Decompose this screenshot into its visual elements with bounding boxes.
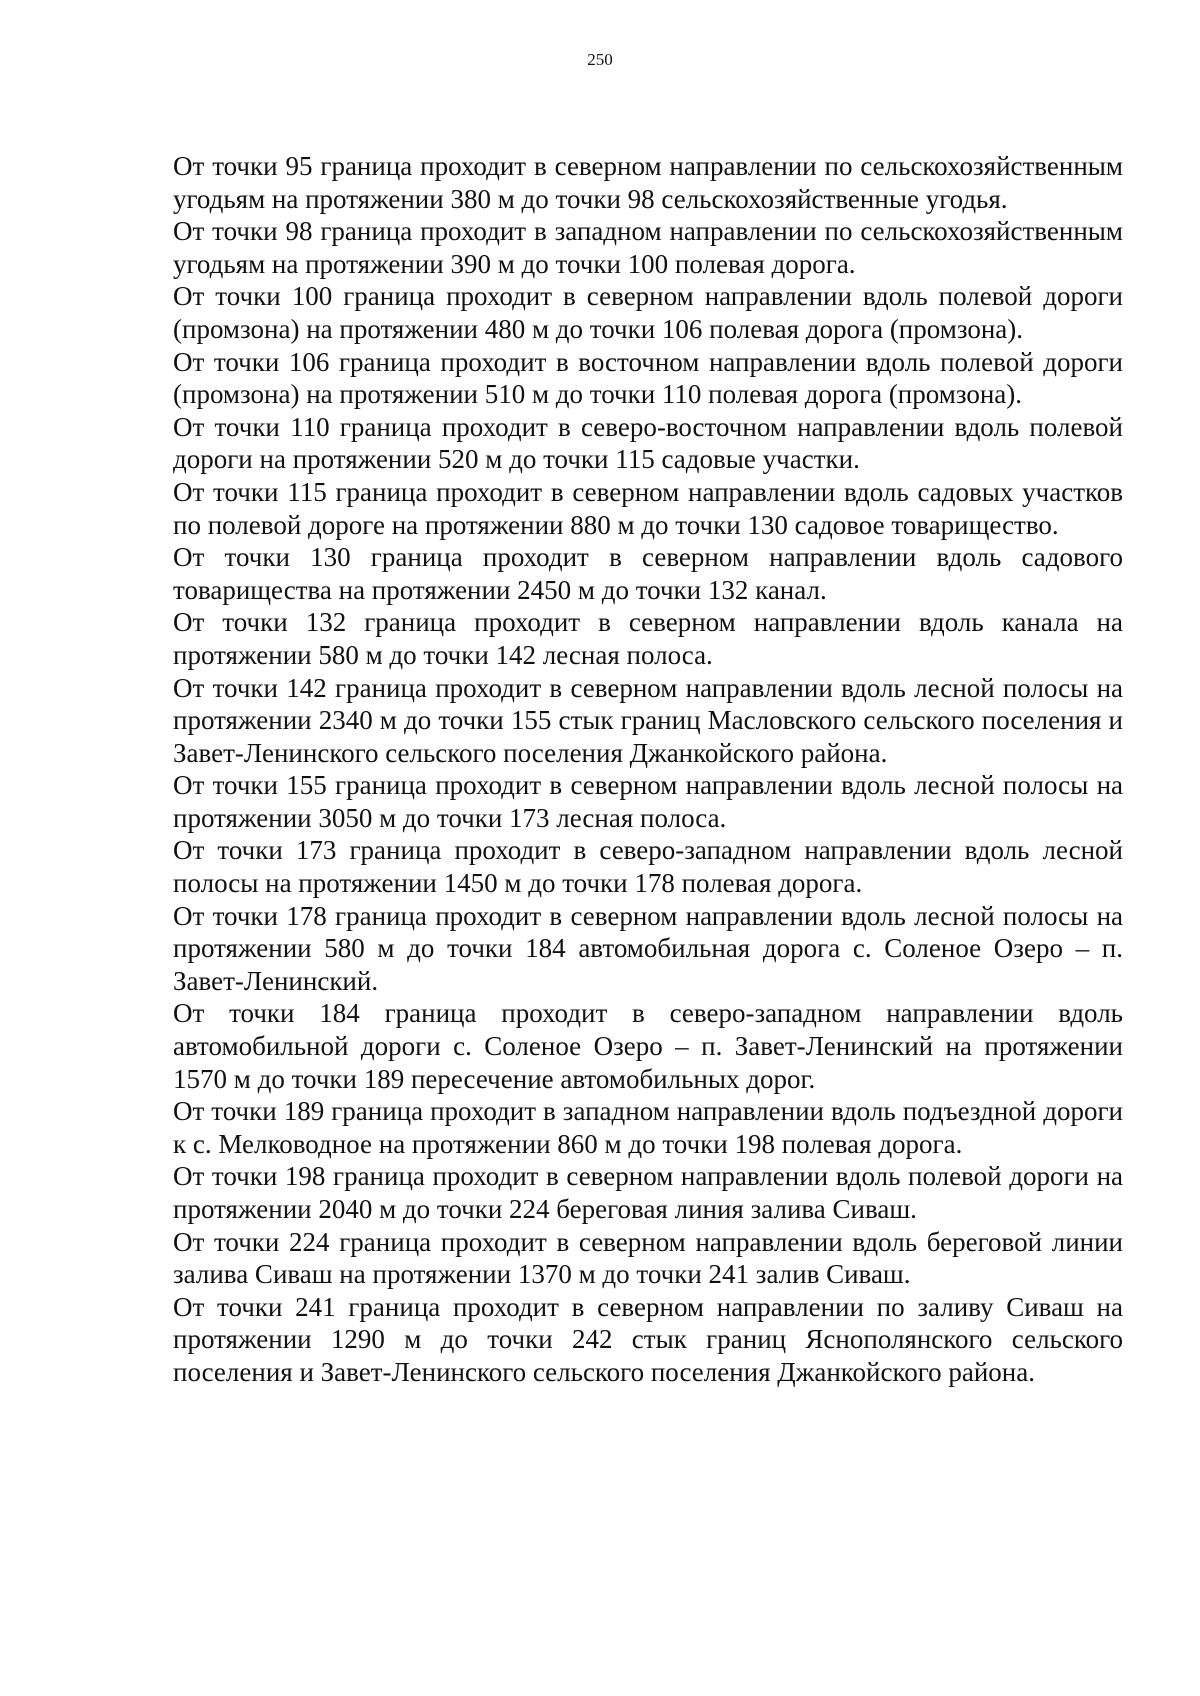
boundary-paragraph: От точки 98 граница проходит в западном направлении по сельскохозяйственным угодьям на протяжении 390 м до точки 100 полевая дорога.: [173, 216, 1123, 279]
boundary-paragraph: От точки 198 граница проходит в северном направлении вдоль полевой дороги на протяжении 2040 м до точки 224 береговая линия залива Сиваш.: [173, 1161, 1123, 1224]
document-body: [173, 150, 1123, 1389]
boundary-paragraph: От точки 132 граница проходит в северном направлении вдоль канала на протяжении 580 м до точки 142 лесная полоса.: [173, 607, 1123, 670]
boundary-paragraph: От точки 155 граница проходит в северном направлении вдоль лесной полосы на протяжении 3050 м до точки 173 лесная полоса.: [173, 770, 1123, 833]
boundary-paragraph: От точки 241 граница проходит в северном направлении по заливу Сиваш на протяжении 1290 м до точки 242 стык границ Яснополянского сельского поселения и Завет-Ленинского сельского поселения Джанкойского района.: [173, 1291, 1123, 1387]
boundary-paragraph: От точки 100 граница проходит в северном направлении вдоль полевой дороги (промзона) на протяжении 480 м до точки 106 полевая дорога (промзона).: [173, 281, 1123, 344]
boundary-paragraph: От точки 110 граница проходит в северо-восточном направлении вдоль полевой дороги на протяжении 520 м до точки 115 садовые участки.: [173, 411, 1123, 475]
page-number: 250: [587, 50, 613, 69]
boundary-paragraph: От точки 173 граница проходит в северо-западном направлении вдоль лесной полосы на протяжении 1450 м до точки 178 полевая дорога.: [173, 835, 1123, 899]
boundary-paragraph: От точки 115 граница проходит в северном направлении вдоль садовых участков по полевой дороге на протяжении 880 м до точки 130 садовое товарищество.: [173, 476, 1123, 540]
boundary-paragraph: От точки 189 граница проходит в западном направлении вдоль подъездной дороги к с. Мелководное на протяжении 860 м до точки 198 полевая дорога.: [173, 1096, 1123, 1159]
boundary-paragraph: От точки 106 граница проходит в восточном направлении вдоль полевой дороги (промзона) на протяжении 510 м до точки 110 полевая дорога (промзона).: [173, 346, 1123, 410]
boundary-paragraph: От точки 142 граница проходит в северном направлении вдоль лесной полосы на протяжении 2340 м до точки 155 стык границ Масловского сельского поселения и Завет-Ленинского сельского поселения Джанкойского района.: [173, 672, 1123, 768]
boundary-paragraph: От точки 224 граница проходит в северном направлении вдоль береговой линии залива Сиваш на протяжении 1370 м до точки 241 залив Сиваш.: [173, 1226, 1123, 1290]
boundary-paragraph: От точки 184 граница проходит в северо-западном направлении вдоль автомобильной дороги с. Соленое Озеро – п. Завет-Ленинский на протяжении 1570 м до точки 189 пересечение автомобильных дорог.: [173, 998, 1123, 1094]
boundary-paragraph: От точки 130 граница проходит в северном направлении вдоль садового товарищества на протяжении 2450 м до точки 132 канал.: [173, 542, 1123, 605]
boundary-paragraph: От точки 178 граница проходит в северном направлении вдоль лесной полосы на протяжении 580 м до точки 184 автомобильная дорога с. Соленое Озеро – п. Завет-Ленинский.: [173, 900, 1123, 996]
boundary-paragraph: От точки 95 граница проходит в северном направлении по сельскохозяйственным угодьям на протяжении 380 м до точки 98 сельскохозяйственные угодья.: [173, 151, 1123, 214]
